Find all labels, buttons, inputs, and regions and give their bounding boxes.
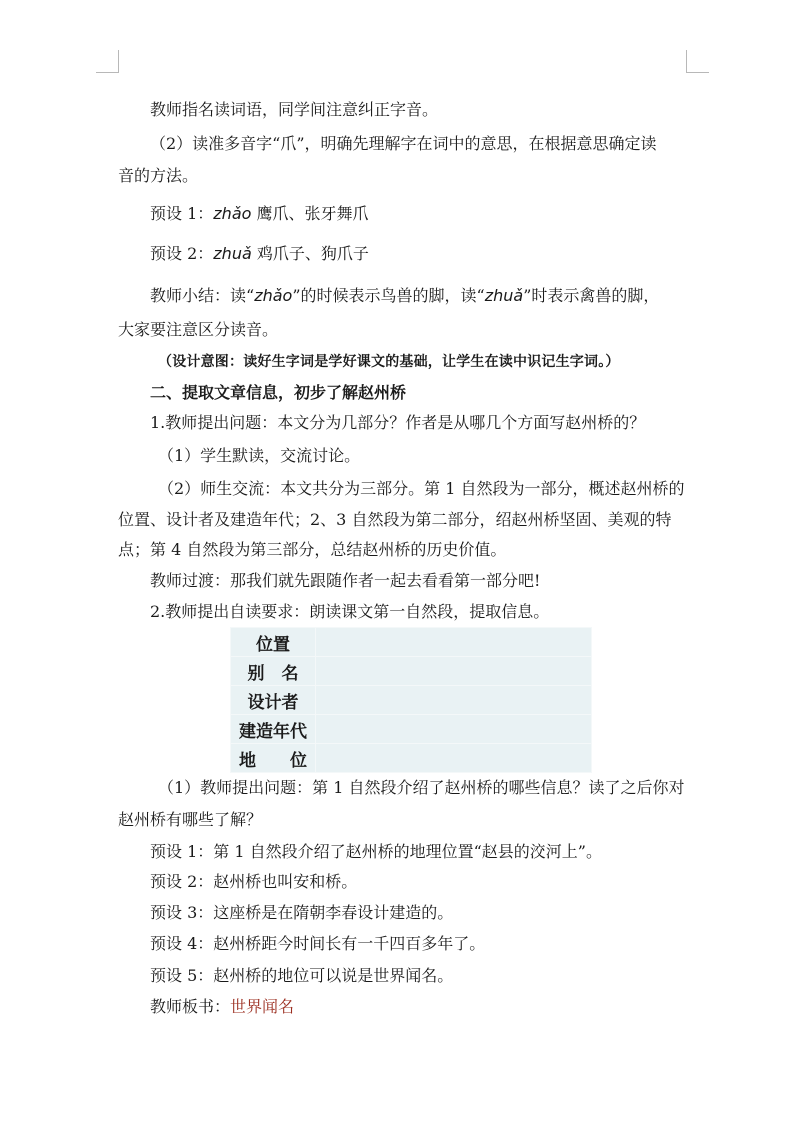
- pinyin: zhǎo: [213, 204, 252, 223]
- preset-line: 预设 2：赵州桥也叫安和桥。: [150, 872, 358, 891]
- row-label-designer: 设计者: [231, 686, 316, 715]
- paragraph-line: 点；第 4 自然段为第三部分，总结赵州桥的历史价值。: [118, 540, 507, 559]
- table-row: [231, 744, 592, 773]
- row-label-alias: 别 名: [231, 657, 316, 686]
- paragraph-line: （2）读准多音字“爪”，明确先理解字在词中的意思，在根据意思确定读: [150, 134, 657, 153]
- table-row: [231, 686, 592, 715]
- row-label-era: 建造年代: [231, 715, 316, 744]
- design-note: （设计意图：读好生字词是学好课文的基础，让学生在读中识记生字词。）: [158, 354, 620, 370]
- paragraph-line: 位置、设计者及建造年代；2、3 自然段为第二部分，绍赵州桥坚固、美观的特: [118, 510, 672, 529]
- pinyin: zhuǎ: [484, 286, 524, 305]
- preset-label: 预设 1：: [150, 204, 214, 223]
- board-line: [150, 997, 294, 1017]
- paragraph-line: 赵州桥有哪些了解？: [118, 810, 263, 829]
- board-label: 教师板书：: [150, 997, 231, 1016]
- paragraph-line: 教师指名读词语，同学间注意纠正字音。: [150, 100, 439, 119]
- crop-mark-top-left: [96, 50, 119, 73]
- table-row: [231, 657, 592, 686]
- preset-line: 预设 5：赵州桥的地位可以说是世界闻名。: [150, 966, 454, 985]
- preset-label: 预设 2：: [150, 244, 214, 263]
- row-value: [316, 686, 592, 715]
- table-row: [231, 628, 592, 657]
- preset-words: 鸡爪子、狗爪子: [251, 244, 369, 263]
- paragraph-line: 2.教师提出自读要求：朗读课文第一自然段，提取信息。: [150, 602, 550, 621]
- paragraph-line: （1）教师提出问题：第 1 自然段介绍了赵州桥的哪些信息？读了之后你对: [158, 778, 685, 797]
- row-value: [316, 744, 592, 773]
- row-value: [316, 628, 592, 657]
- pinyin: zhǎo: [254, 286, 293, 305]
- row-value: [316, 657, 592, 686]
- preset-line: [150, 204, 369, 224]
- summary-text: 教师小结：读“: [150, 286, 255, 305]
- table-row: [231, 715, 592, 744]
- row-value: [316, 715, 592, 744]
- preset-words: 鹰爪、张牙舞爪: [251, 204, 369, 223]
- summary-text: ”的时候表示鸟兽的脚，读“: [292, 286, 485, 305]
- section-heading: 二、提取文章信息，初步了解赵州桥: [150, 383, 407, 402]
- paragraph-line: 大家要注意区分读音。: [118, 320, 279, 339]
- info-table: [230, 627, 592, 773]
- preset-line: 预设 4：赵州桥距今时间长有一千四百多年了。: [150, 934, 486, 953]
- paragraph-line: 音的方法。: [118, 166, 199, 185]
- crop-mark-top-right: [686, 50, 709, 73]
- preset-line: [150, 244, 369, 264]
- paragraph-line: （1）学生默读，交流讨论。: [158, 446, 361, 465]
- paragraph-line: 教师过渡：那我们就先跟随作者一起去看看第一部分吧!: [150, 571, 541, 590]
- preset-line: 预设 3：这座桥是在隋朝李春设计建造的。: [150, 903, 454, 922]
- row-label-position: 位置: [231, 628, 316, 657]
- summary-line: [150, 286, 659, 306]
- summary-text: ”时表示禽兽的脚，: [523, 286, 660, 305]
- board-text: 世界闻名: [230, 997, 295, 1016]
- pinyin: zhuǎ: [213, 244, 252, 263]
- preset-line: 预设 1：第 1 自然段介绍了赵州桥的地理位置“赵县的洨河上”。: [150, 842, 602, 861]
- row-label-status: 地 位: [231, 744, 316, 773]
- paragraph-line: 1.教师提出问题：本文分为几部分？作者是从哪几个方面写赵州桥的？: [150, 413, 646, 432]
- paragraph-line: （2）师生交流：本文共分为三部分。第 1 自然段为一部分，概述赵州桥的: [158, 479, 685, 498]
